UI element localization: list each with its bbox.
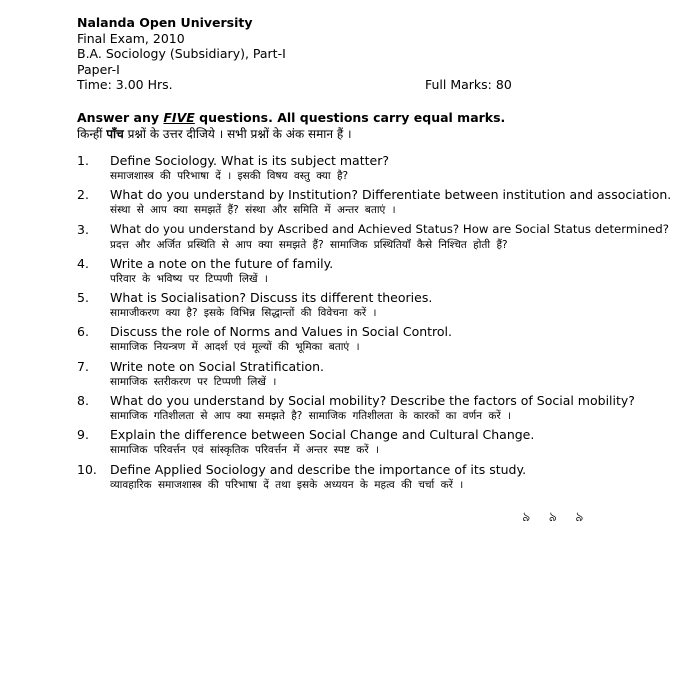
time-label: Time: 3.00 Hrs.: [77, 77, 173, 92]
question-text-english: Define Applied Sociology and describe the importance of its study.: [110, 461, 527, 477]
question-item: [77, 393, 677, 427]
question-text-english: What is Socialisation? Discuss its different theories.: [110, 290, 433, 306]
question-item: [77, 427, 677, 461]
question-text-english: What do you understand by Social mobility? Describe the factors of Social mobility?: [110, 393, 635, 409]
question-item: [77, 222, 677, 256]
question-item: [77, 187, 677, 221]
instructions: [77, 110, 505, 142]
instructions-en-five: FIVE: [163, 110, 195, 125]
question-list: [77, 153, 677, 496]
question-text-english: What do you understand by Institution? Differentiate between institution and association.: [110, 187, 672, 203]
question-item: [77, 290, 677, 324]
instructions-hi-five: पाँच: [106, 127, 124, 141]
question-text-hindi: सामाजिक स्तरीकरण पर टिप्पणी लिखें ।: [110, 375, 277, 388]
question-number: 8.: [77, 393, 89, 409]
instructions-hi-suffix: प्रश्नों के उत्तर दीजिये । सभी प्रश्नों के अंक समान हैं ।: [123, 127, 352, 141]
question-text-hindi: समाजशास्त्र की परिभाषा दें । इसकी विषय वस्तु क्या है?: [110, 170, 349, 182]
question-item: [77, 359, 677, 393]
exam-title: Final Exam, 2010: [77, 30, 185, 46]
question-text-english: What do you understand by Ascribed and Achieved Status? How are Social Status determined?: [110, 221, 669, 236]
question-text-hindi: व्यावहारिक समाजशास्त्र की परिभाषा दें तथा इसके अध्ययन के महत्व की चर्चा करें ।: [110, 478, 464, 491]
question-text-hindi: सामाजीकरण क्या है? इसके विभिन्न सिद्धान्तों की विवेचना करें ।: [110, 307, 377, 320]
question-text-english: Write note on Social Stratification.: [110, 358, 325, 374]
question-text-hindi: संस्था से आप क्या समझतें हैं? संस्था और समिति में अन्तर बताएं ।: [110, 204, 396, 217]
instructions-en-prefix: Answer any: [77, 110, 164, 125]
question-number: 5.: [77, 290, 89, 306]
question-item: [77, 256, 677, 290]
question-text-hindi: सामाजिक परिवर्त्तन एवं सांस्कृतिक परिवर्त्तन में अन्तर स्पष्ट करें ।: [110, 444, 379, 457]
end-ornament: ৯ ৯ ৯: [522, 510, 586, 525]
question-number: 7.: [77, 358, 89, 374]
instructions-english: [77, 110, 505, 125]
question-item: [77, 324, 677, 358]
question-text-hindi: परिवार के भविष्य पर टिप्पणी लिखें ।: [110, 272, 268, 285]
question-text-english: Define Sociology. What is its subject matter?: [110, 153, 389, 168]
question-text-english: Explain the difference between Social Change and Cultural Change.: [110, 427, 535, 443]
paper-name: Paper-I: [77, 61, 120, 77]
question-text-english: Discuss the role of Norms and Values in Social Control.: [110, 324, 453, 340]
time-marks-row: [77, 77, 517, 93]
question-item: [77, 153, 677, 187]
question-text-english: Write a note on the future of family.: [110, 255, 334, 271]
question-text-hindi: सामाजिक नियन्त्रण में आदर्श एवं मूल्यों की भूमिका बताएं ।: [110, 341, 360, 354]
university-name: Nalanda Open University: [77, 15, 253, 30]
course-name: B.A. Sociology (Subsidiary), Part-I: [77, 46, 286, 61]
instructions-hi-prefix: किन्हीं: [77, 127, 107, 141]
instructions-hindi: [77, 126, 505, 142]
question-item: [77, 462, 677, 496]
exam-header: [77, 15, 517, 93]
question-number: 9.: [77, 427, 89, 443]
question-text-hindi: प्रदत्त और अर्जित प्रस्थिति से आप क्या समझते हैं? सामाजिक प्रस्थितियाँ कैसे निश्चित होती हैं?: [110, 238, 508, 251]
question-number: 10.: [77, 461, 97, 477]
question-number: 1.: [77, 153, 89, 168]
question-number: 3.: [77, 221, 89, 237]
question-number: 4.: [77, 255, 89, 271]
full-marks-label: Full Marks: 80: [425, 77, 512, 92]
instructions-en-suffix: questions. All questions carry equal marks.: [194, 110, 506, 125]
question-number: 6.: [77, 324, 89, 340]
question-number: 2.: [77, 187, 89, 203]
question-text-hindi: सामाजिक गतिशीलता से आप क्या समझते है? सामाजिक गतिशीलता के कारकों का वर्णन करें ।: [110, 410, 512, 423]
